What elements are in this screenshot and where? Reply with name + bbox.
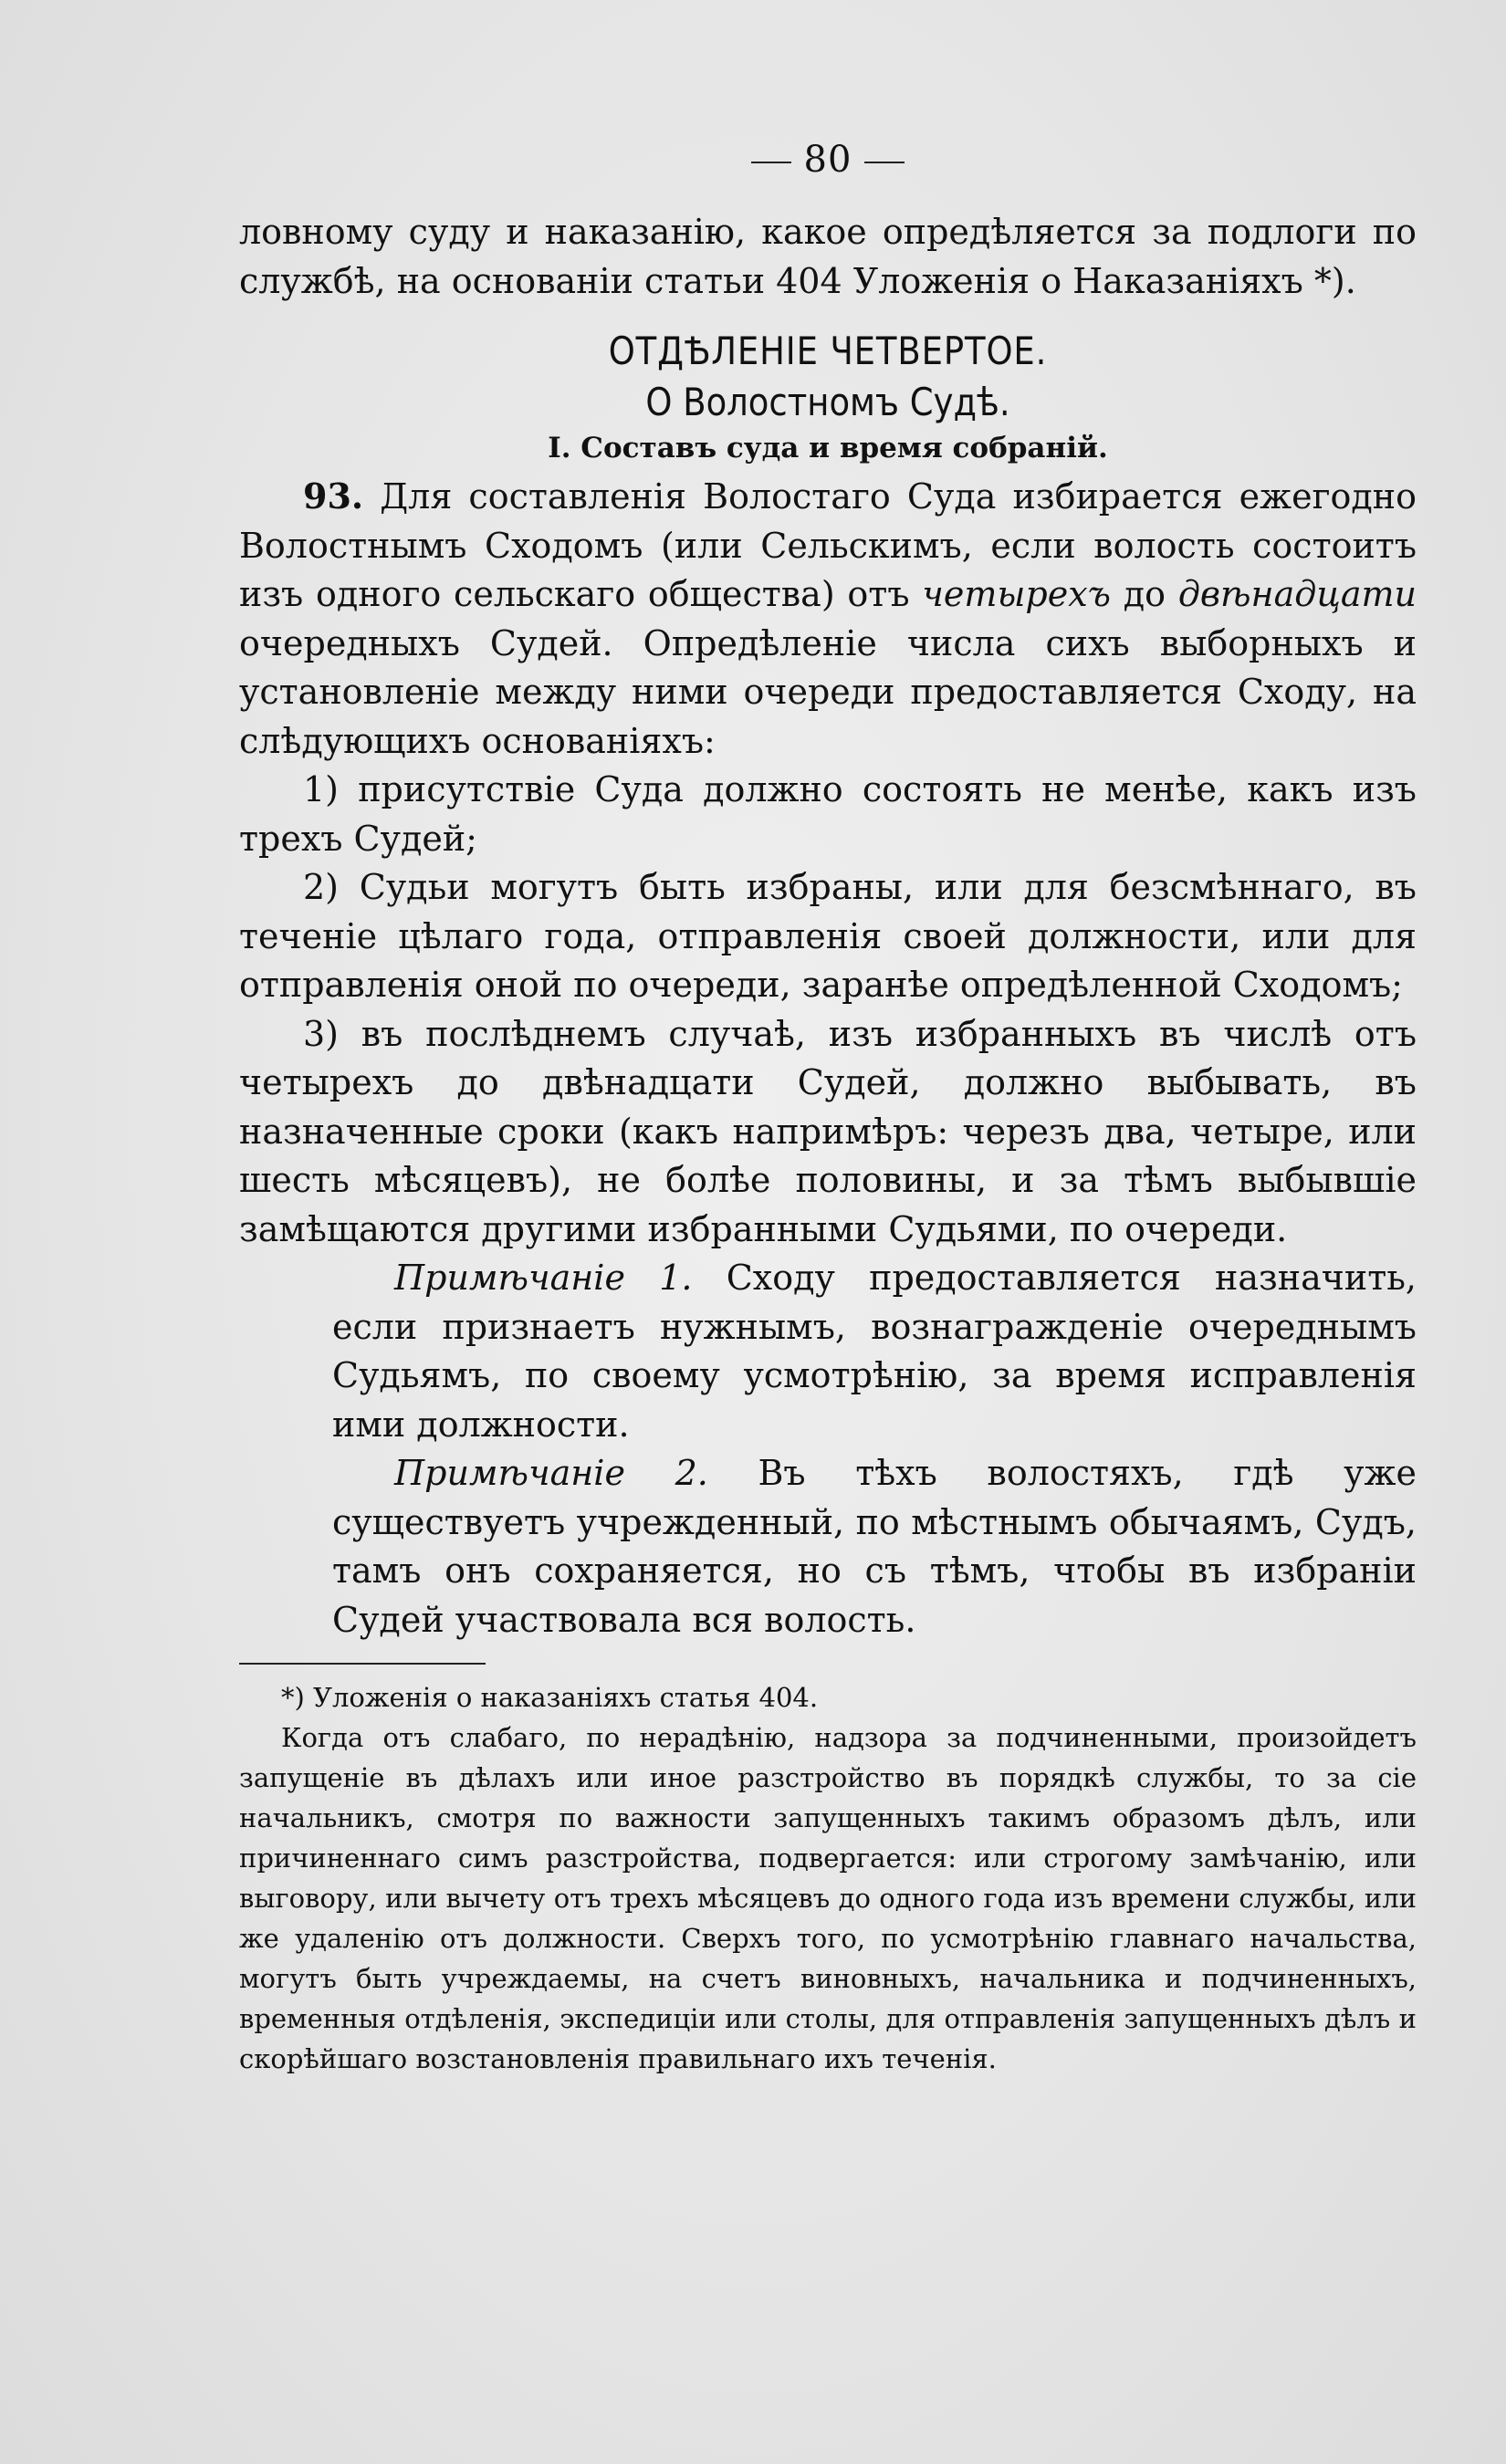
note-2-text: Въ тѣхъ волостяхъ, гдѣ уже существуетъ учрежденный, по мѣстнымъ обычаямъ, Судъ, тамъ онъ сохраняется, но съ тѣмъ, чтобы въ избраніи Судей участвовала вся волость. [332, 1453, 1417, 1640]
footnote-text: Когда отъ слабаго, по нерадѣнію, надзора за подчиненными, произойдетъ запущеніе въ дѣлахъ или иное разстройство въ порядкѣ службы, то за сіе начальникъ, смотря по важности запущенныхъ такимъ образомъ дѣлъ, или причиненнаго симъ разстройства, подвергается: или строгому замѣчанію, или выговору, или вычету отъ трехъ мѣсяцевъ до одного года изъ времени службы, или же удаленію отъ должности. Сверхъ того, по усмотрѣнію главнаго начальства, могутъ быть учреждаемы, на счетъ виновныхъ, начальника и подчиненныхъ, временныя отдѣленія, экспедиціи или столы, для отправленія запущенныхъ дѣлъ и скорѣйшаго возстановленія правильнаго ихъ теченія. [239, 1722, 1417, 2074]
article-item-3: 3) въ послѣднемъ случаѣ, изъ избранныхъ въ числѣ отъ четырехъ до двѣнадцати Судей, должно выбывать, въ назначенные сроки (какъ напримѣръ: черезъ два, четыре, или шесть мѣсяцевъ), не болѣе половины, и за тѣмъ выбывшіе замѣщаются другими избранными Судьями, по очереди. [239, 1013, 1417, 1249]
article-intro-emphasis-1: четырехъ [922, 574, 1111, 614]
section-heading: I. Составъ суда и время собраній. [548, 432, 1108, 465]
note-2 [239, 1449, 1417, 1644]
section-title: ОТДѢЛЕНІЕ ЧЕТВЕРТОЕ. [608, 329, 1048, 373]
note-1 [239, 1254, 1417, 1449]
page-number-line [239, 137, 1417, 183]
footnote-title: *) Уложенія о наказаніяхъ статья 404. [281, 1682, 819, 1713]
article-number: 93. [303, 475, 364, 517]
article-item-1: 1) присутствіе Суда должно состоять не менѣе, какъ изъ трехъ Судей; [239, 769, 1417, 859]
article-intro-part-2: до [1110, 574, 1178, 614]
article-intro-emphasis-2: двѣнадцати [1177, 574, 1417, 614]
article-intro-part-1: Для составленія Волостаго Суда избирается ежегодно Волостнымъ Сходомъ (или Сельскимъ, если волость состоитъ изъ одного сельскаго общества) отъ [239, 476, 1417, 614]
footnote-divider [239, 1663, 486, 1665]
article-item-2: 2) Судьи могутъ быть избраны, или для безсмѣннаго, въ теченіе цѣлаго года, отправленія своей должности, или для отправленія оной по очереди, заранѣе опредѣленной Сходомъ; [239, 867, 1417, 1005]
dash-left [751, 162, 791, 163]
article-intro-part-3: очередныхъ Судей. Опредѣленіе числа сихъ выборныхъ и установленіе между ними очереди предоставляется Сходу, на слѣдующихъ основаніяхъ: [239, 622, 1417, 761]
article-paragraph [239, 472, 1417, 766]
page-content [239, 137, 1417, 2079]
note-1-label: Примѣчаніе 1. [394, 1258, 693, 1298]
section-subtitle: О Волостномъ Судѣ. [645, 380, 1010, 424]
continuation-paragraph: ловному суду и наказанію, какое опредѣляется за подлоги по службѣ, на основаніи статьи 404 Уложенія о Наказаніяхъ *). [239, 212, 1417, 301]
page-number: 80 [803, 139, 852, 181]
dash-right [864, 162, 905, 163]
note-1-text: Сходу предоставляется назначить, если признаетъ нужнымъ, вознагражденіе очереднымъ Судьямъ, по своему усмотрѣнію, за время исправленія ими должности. [332, 1258, 1417, 1445]
note-2-label: Примѣчаніе 2. [394, 1453, 708, 1493]
